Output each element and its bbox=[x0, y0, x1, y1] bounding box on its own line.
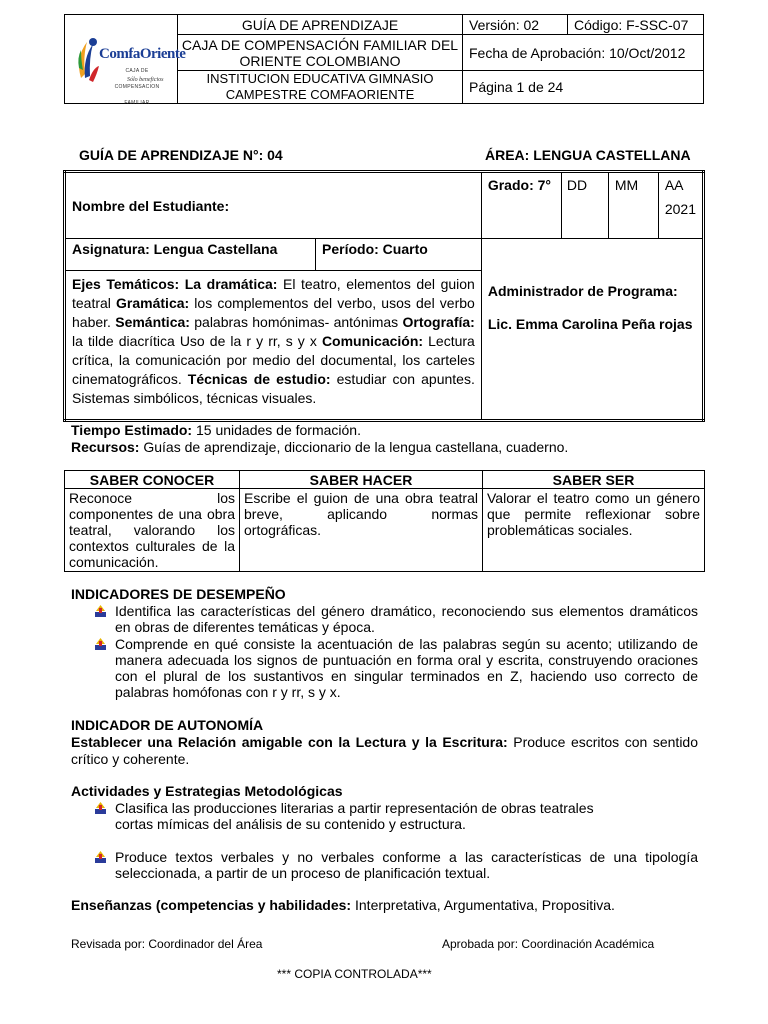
version: Versión: 02 bbox=[463, 15, 568, 35]
reviewed-by: Revisada por: Coordinador del Área bbox=[71, 937, 263, 951]
orthography-text: la tilde diacrítica Uso de la r y rr, s y x bbox=[72, 333, 322, 349]
guide-number: GUÍA DE APRENDIZAJE N°: 04 bbox=[79, 147, 283, 163]
ejes-label: Ejes Temáticos: La dramática: bbox=[72, 276, 278, 292]
communication-label: Comunicación: bbox=[321, 333, 424, 349]
communication-text: Lectura crítica, la comunicación por medio del documental, los carteles cinematográficos. bbox=[72, 333, 475, 387]
admin-label: Administrador de Programa: bbox=[487, 283, 678, 299]
autonomy-text bbox=[71, 734, 698, 768]
saber-conocer-header: SABER CONOCER bbox=[65, 471, 240, 489]
indicators-title: INDICADORES DE DESEMPEÑO bbox=[71, 586, 286, 602]
ejes-text: El teatro, elementos del guion teatral bbox=[72, 276, 475, 311]
institution: INSTITUCION EDUCATIVA GIMNASIO CAMPESTRE COMFAORIENTE bbox=[178, 71, 463, 104]
teachings-label: Enseñanzas (competencias y habilidades: bbox=[71, 897, 352, 913]
logo-wordmark: ComfaOriente bbox=[99, 46, 186, 62]
page-number: Página 1 de 24 bbox=[463, 71, 704, 104]
teachings-value: Interpretativa, Argumentativa, Propositiva. bbox=[351, 897, 615, 913]
student-name-cell bbox=[65, 172, 482, 239]
logo-cell bbox=[65, 15, 186, 106]
resources bbox=[71, 438, 568, 456]
resources-value: Guías de aprendizaje, diccionario de la lengua castellana, cuaderno. bbox=[139, 439, 569, 455]
saber-ser-header: SABER SER bbox=[483, 471, 705, 489]
thematic-axes-cell bbox=[65, 271, 482, 421]
study-techniques-label: Técnicas de estudio: bbox=[187, 371, 331, 387]
arrow-bullet-icon bbox=[94, 605, 107, 618]
activity-text: Clasifica las producciones literarias a partir representación de obras teatrales cortas mímicas del análisis de su contenido y estructura. bbox=[115, 800, 594, 832]
doc-type: GUÍA DE APRENDIZAJE bbox=[178, 15, 463, 35]
list-item bbox=[94, 800, 698, 832]
arrow-bullet-icon bbox=[94, 851, 107, 864]
saber-conocer-cell: Reconoce los componentes de una obra teatral, valorando los contextos culturales de la comunicación. bbox=[65, 489, 240, 572]
day-cell bbox=[561, 172, 608, 239]
autonomy-body: Produce escritos con sentido crítico y coherente. bbox=[71, 734, 698, 767]
student-name-label: Nombre del Estudiante: bbox=[72, 197, 230, 214]
month-cell bbox=[608, 172, 658, 239]
autonomy-bold: Establecer una Relación amigable con la Lectura y la Escritura: bbox=[71, 734, 508, 750]
resources-label: Recursos: bbox=[71, 439, 140, 455]
approved-by: Aprobada por: Coordinación Académica bbox=[442, 937, 655, 951]
subject-label: Asignatura: Lengua Castellana bbox=[72, 241, 278, 257]
approval-date: Fecha de Aprobación: 10/Oct/2012 bbox=[463, 35, 704, 71]
day-label: DD bbox=[566, 177, 588, 193]
admin-name: Lic. Emma Carolina Peña rojas bbox=[487, 316, 693, 332]
year-label: AA bbox=[664, 177, 684, 193]
grammar-text: los complementos del verbo, usos del verbo haber. bbox=[72, 295, 475, 330]
semantics-label: Semántica: bbox=[115, 314, 190, 330]
arrow-bullet-icon bbox=[94, 802, 107, 815]
estimated-time bbox=[71, 421, 361, 439]
study-techniques-text: estudiar con apuntes. Sistemas simbólicos, técnicas visuales. bbox=[72, 371, 475, 406]
competencies-table bbox=[64, 470, 705, 572]
activities-title: Actividades y Estrategias Metodológicas bbox=[71, 783, 343, 799]
area-title: ÁREA: LENGUA CASTELLANA bbox=[485, 147, 691, 163]
teachings bbox=[71, 897, 615, 913]
grade-label: Grado: 7° bbox=[487, 177, 552, 193]
list-item bbox=[94, 603, 698, 635]
autonomy-title: INDICADOR DE AUTONOMÍA bbox=[71, 717, 264, 733]
indicators-list bbox=[94, 603, 698, 700]
saber-hacer-header: SABER HACER bbox=[240, 471, 483, 489]
comfaoriente-logo bbox=[71, 28, 186, 106]
activity-text: Produce textos verbales y no verbales conforme a las características de una tipología seleccionada, a partir de un proceso de planificación textual. bbox=[115, 849, 698, 881]
time-value: 15 unidades de formación. bbox=[192, 422, 361, 438]
admin-cell bbox=[481, 239, 703, 421]
period-label: Período: Cuarto bbox=[322, 241, 428, 257]
period-cell bbox=[316, 239, 482, 271]
logo-tagline: Sólo beneficios bbox=[127, 77, 164, 83]
month-label: MM bbox=[614, 177, 639, 193]
code: Código: F-SSC-07 bbox=[568, 15, 704, 35]
controlled-copy: *** COPIA CONTROLADA*** bbox=[277, 967, 432, 981]
student-info-table bbox=[63, 170, 705, 422]
semantics-text: palabras homónimas- antónimas bbox=[189, 314, 403, 330]
saber-ser-cell: Valorar el teatro como un género que permite reflexionar sobre problemáticas sociales. bbox=[483, 489, 705, 572]
indicator-text: Comprende en qué consiste la acentuación de las palabras según su acento; utilizando de manera adecuada los signos de puntuación en forma oral y escrita, construyendo oraciones con el plural de los sustantivos en singular terminados en Z, haciendo uso correcto de palabras homófonas con r y rr, s y x. bbox=[115, 636, 698, 700]
year-cell bbox=[658, 172, 703, 239]
subject-cell bbox=[65, 239, 316, 271]
list-item bbox=[94, 849, 698, 881]
orthography-label: Ortografía: bbox=[402, 314, 475, 330]
time-label: Tiempo Estimado: bbox=[71, 422, 193, 438]
list-item bbox=[94, 636, 698, 700]
logo-subtitle: CAJA DE COMPENSACION FAMILIAR bbox=[114, 68, 160, 106]
arrow-bullet-icon bbox=[94, 638, 107, 651]
organization: CAJA DE COMPENSACIÓN FAMILIAR DEL ORIENTE COLOMBIANO bbox=[178, 35, 463, 71]
grade-cell bbox=[481, 172, 561, 239]
year-value: 2021 bbox=[664, 201, 696, 217]
activities-list bbox=[94, 800, 698, 881]
saber-hacer-cell: Escribe el guion de una obra teatral breve, aplicando normas ortográficas. bbox=[240, 489, 483, 572]
document-header bbox=[64, 14, 704, 104]
indicator-text: Identifica las características del género dramático, reconociendo sus elementos dramáticos en obras de diferentes temáticas y época. bbox=[115, 603, 698, 635]
grammar-label: Gramática: bbox=[116, 295, 190, 311]
